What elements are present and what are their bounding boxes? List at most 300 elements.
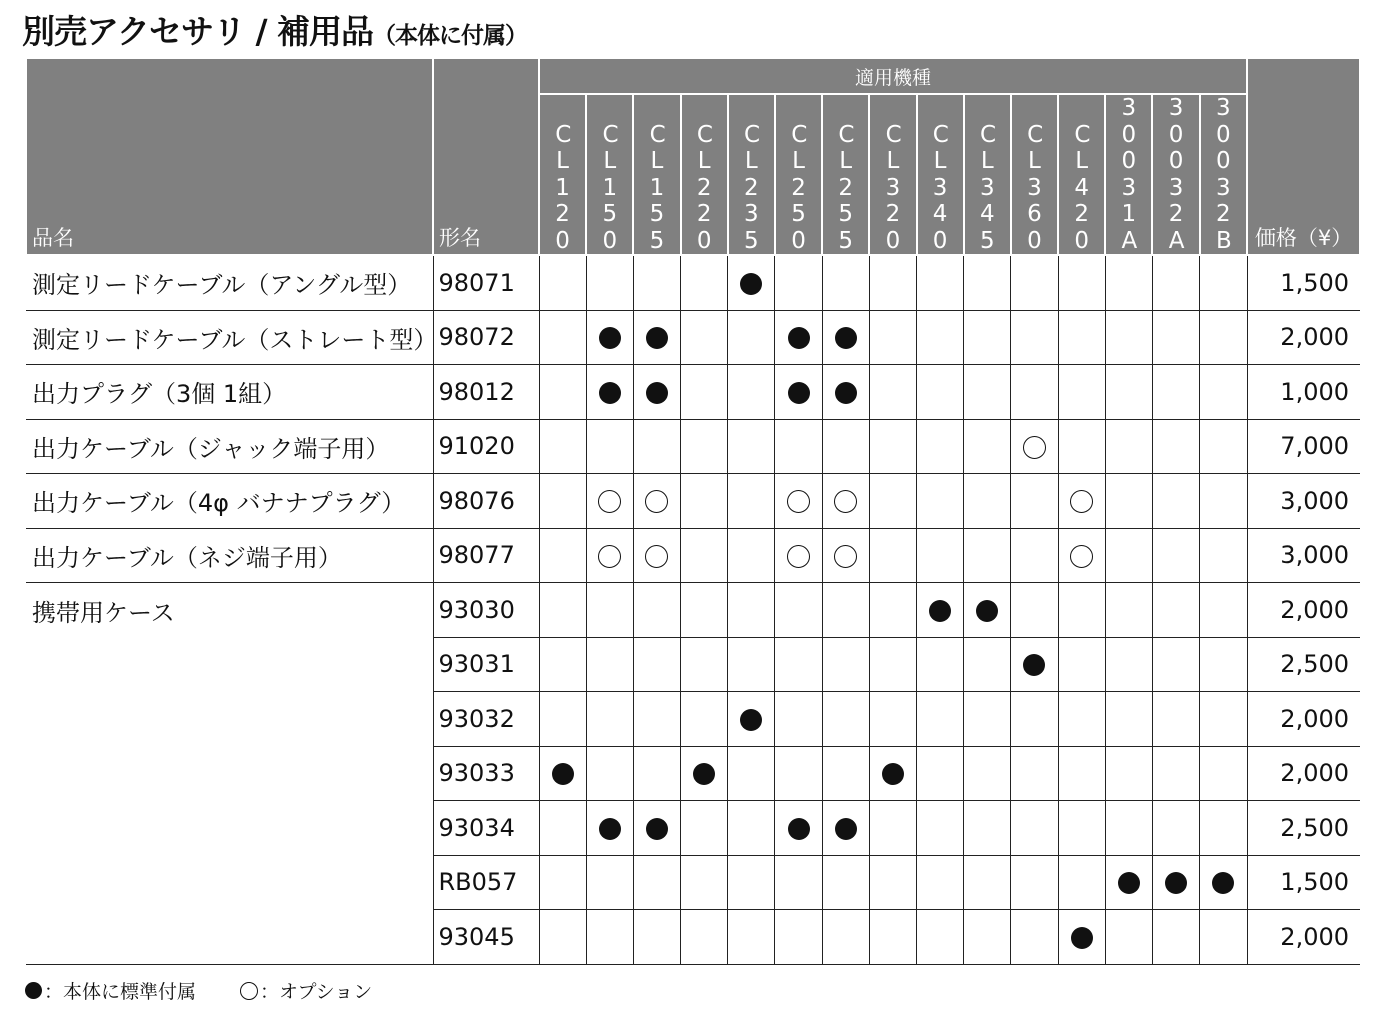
header-model-cl235	[728, 94, 775, 255]
filled-circle-icon	[1023, 654, 1045, 676]
compat-cell	[681, 255, 728, 310]
compat-cell	[728, 365, 775, 420]
filled-circle-icon	[788, 327, 810, 349]
compat-cell	[869, 419, 916, 474]
compat-cell	[1200, 855, 1247, 910]
model-label: CL150	[602, 121, 619, 254]
compat-cell	[728, 528, 775, 583]
compat-cell	[869, 365, 916, 420]
compat-cell	[822, 365, 869, 420]
compat-cell	[869, 910, 916, 965]
header-model-cl320	[869, 94, 916, 255]
filled-circle-icon	[599, 382, 621, 404]
compat-cell	[539, 528, 586, 583]
compat-cell	[775, 255, 822, 310]
compat-cell	[822, 419, 869, 474]
compat-cell	[586, 801, 633, 856]
filled-circle-icon	[929, 600, 951, 622]
filled-circle-icon	[599, 327, 621, 349]
compat-cell	[964, 855, 1011, 910]
item-name: 出力ケーブル（ネジ端子用）	[26, 528, 433, 583]
compat-cell	[1105, 419, 1152, 474]
compat-cell	[1200, 310, 1247, 365]
item-name: 測定リードケーブル（アングル型）	[26, 255, 433, 310]
compat-cell	[775, 419, 822, 474]
item-name: 携帯用ケース	[26, 583, 433, 965]
header-model-code: 形名	[433, 58, 539, 255]
filled-circle-icon	[976, 600, 998, 622]
compat-cell	[1200, 910, 1247, 965]
compat-cell	[539, 692, 586, 747]
model-code: 93030	[433, 583, 539, 638]
compat-cell	[586, 528, 633, 583]
compat-cell	[1200, 637, 1247, 692]
compat-cell	[1152, 474, 1199, 529]
price: 2,000	[1247, 910, 1360, 965]
compat-cell	[633, 746, 680, 801]
filled-circle-icon	[599, 818, 621, 840]
header-item-name: 品名	[26, 58, 433, 255]
compat-cell	[1058, 746, 1105, 801]
accessory-table	[25, 57, 1361, 965]
compat-cell	[775, 528, 822, 583]
model-label: CL255	[838, 121, 855, 254]
open-circle-icon	[834, 490, 857, 513]
filled-circle-icon	[1118, 872, 1140, 894]
title-sub: （本体に付属）	[373, 23, 528, 49]
model-code: RB057	[433, 855, 539, 910]
compat-cell	[633, 801, 680, 856]
price: 2,000	[1247, 746, 1360, 801]
compat-cell	[1105, 528, 1152, 583]
compat-cell	[633, 583, 680, 638]
model-code: 91020	[433, 419, 539, 474]
compat-cell	[1105, 310, 1152, 365]
filled-circle-icon	[646, 818, 668, 840]
open-circle-icon	[834, 545, 857, 568]
compat-cell	[775, 310, 822, 365]
compat-cell	[1152, 855, 1199, 910]
compat-cell	[822, 637, 869, 692]
compat-cell	[681, 528, 728, 583]
header-model-cl150	[586, 94, 633, 255]
compat-cell	[964, 637, 1011, 692]
header-model-cl360	[1011, 94, 1058, 255]
compat-cell	[869, 637, 916, 692]
table-row	[26, 255, 1360, 310]
compat-cell	[1105, 746, 1152, 801]
header-model-cl220	[681, 94, 728, 255]
compat-cell	[539, 255, 586, 310]
compat-cell	[917, 746, 964, 801]
compat-cell	[775, 855, 822, 910]
compat-cell	[633, 855, 680, 910]
filled-circle-icon	[1071, 927, 1093, 949]
compat-cell	[586, 855, 633, 910]
compat-cell	[1152, 255, 1199, 310]
compat-cell	[1152, 528, 1199, 583]
price: 3,000	[1247, 474, 1360, 529]
compat-cell	[1058, 910, 1105, 965]
compat-cell	[917, 637, 964, 692]
compat-cell	[539, 583, 586, 638]
compat-cell	[1011, 255, 1058, 310]
compat-cell	[1200, 692, 1247, 747]
open-circle-icon	[240, 982, 258, 1000]
compat-cell	[586, 746, 633, 801]
open-circle-icon	[1023, 436, 1046, 459]
compat-cell	[822, 583, 869, 638]
compat-cell	[822, 855, 869, 910]
compat-cell	[1058, 583, 1105, 638]
compat-cell	[1152, 692, 1199, 747]
compat-cell	[917, 855, 964, 910]
header-model-cl120	[539, 94, 586, 255]
header-model-cl255	[822, 94, 869, 255]
compat-cell	[586, 310, 633, 365]
filled-circle-icon	[646, 382, 668, 404]
compat-cell	[539, 419, 586, 474]
filled-circle-icon	[882, 763, 904, 785]
compat-cell	[1011, 528, 1058, 583]
compat-cell	[917, 528, 964, 583]
model-code: 93034	[433, 801, 539, 856]
price: 1,500	[1247, 255, 1360, 310]
compat-cell	[681, 637, 728, 692]
compat-cell	[1011, 310, 1058, 365]
compat-cell	[586, 637, 633, 692]
compat-cell	[1058, 855, 1105, 910]
compat-cell	[681, 910, 728, 965]
price: 1,500	[1247, 855, 1360, 910]
compat-cell	[681, 692, 728, 747]
compat-cell	[1105, 855, 1152, 910]
filled-circle-icon	[788, 382, 810, 404]
price: 2,000	[1247, 583, 1360, 638]
price: 1,000	[1247, 365, 1360, 420]
compat-cell	[633, 474, 680, 529]
filled-circle-icon	[552, 763, 574, 785]
item-name: 出力ケーブル（4φ バナナプラグ）	[26, 474, 433, 529]
compat-cell	[1200, 583, 1247, 638]
compat-cell	[539, 746, 586, 801]
compat-cell	[1152, 310, 1199, 365]
compat-cell	[1105, 910, 1152, 965]
table-row	[26, 310, 1360, 365]
compat-cell	[1058, 310, 1105, 365]
compat-cell	[1105, 637, 1152, 692]
compat-cell	[964, 583, 1011, 638]
header-model-30032a	[1152, 94, 1199, 255]
model-code: 98077	[433, 528, 539, 583]
model-code: 98071	[433, 255, 539, 310]
header-model-cl250	[775, 94, 822, 255]
compat-cell	[822, 746, 869, 801]
compat-cell	[728, 474, 775, 529]
compat-cell	[1058, 801, 1105, 856]
compat-cell	[1011, 910, 1058, 965]
compat-cell	[775, 801, 822, 856]
compat-cell	[964, 910, 1011, 965]
compat-cell	[917, 583, 964, 638]
compat-cell	[1200, 255, 1247, 310]
open-circle-icon	[598, 545, 621, 568]
compat-cell	[822, 910, 869, 965]
compat-cell	[728, 310, 775, 365]
compat-cell	[917, 365, 964, 420]
compat-cell	[917, 910, 964, 965]
compat-cell	[917, 692, 964, 747]
compat-cell	[633, 255, 680, 310]
model-code: 93032	[433, 692, 539, 747]
compat-cell	[539, 637, 586, 692]
price: 2,500	[1247, 637, 1360, 692]
compat-cell	[964, 801, 1011, 856]
compat-cell	[1152, 746, 1199, 801]
compat-cell	[869, 255, 916, 310]
model-label: 30032A	[1168, 95, 1185, 254]
compat-cell	[964, 692, 1011, 747]
compat-cell	[822, 474, 869, 529]
filled-circle-icon	[835, 382, 857, 404]
price: 2,500	[1247, 801, 1360, 856]
compat-cell	[869, 583, 916, 638]
open-circle-icon	[598, 490, 621, 513]
compat-cell	[586, 583, 633, 638]
compat-cell	[539, 801, 586, 856]
model-label: CL120	[555, 121, 572, 254]
compat-cell	[964, 419, 1011, 474]
compat-cell	[822, 801, 869, 856]
compat-cell	[1058, 474, 1105, 529]
compat-cell	[1152, 419, 1199, 474]
table-row	[26, 365, 1360, 420]
compat-cell	[681, 746, 728, 801]
header-price: 価格（¥）	[1247, 58, 1360, 255]
compat-cell	[869, 801, 916, 856]
compat-cell	[681, 419, 728, 474]
model-label: 30032B	[1216, 95, 1232, 254]
price: 2,000	[1247, 692, 1360, 747]
compat-cell	[728, 637, 775, 692]
compat-cell	[1105, 255, 1152, 310]
compat-cell	[869, 855, 916, 910]
table-row	[26, 528, 1360, 583]
compat-cell	[633, 637, 680, 692]
price: 7,000	[1247, 419, 1360, 474]
compat-cell	[964, 746, 1011, 801]
model-code: 93033	[433, 746, 539, 801]
compat-cell	[1011, 692, 1058, 747]
compat-cell	[869, 692, 916, 747]
compat-cell	[633, 528, 680, 583]
compat-cell	[869, 746, 916, 801]
compat-cell	[586, 692, 633, 747]
model-label: CL360	[1027, 121, 1044, 254]
compat-cell	[633, 692, 680, 747]
compat-cell	[586, 255, 633, 310]
model-label: CL220	[696, 121, 713, 254]
filled-circle-icon	[788, 818, 810, 840]
compat-cell	[539, 474, 586, 529]
compat-cell	[822, 692, 869, 747]
header-model-cl340	[917, 94, 964, 255]
compat-cell	[539, 310, 586, 365]
compat-cell	[681, 474, 728, 529]
compat-cell	[964, 255, 1011, 310]
model-code: 98076	[433, 474, 539, 529]
compat-cell	[1058, 528, 1105, 583]
compat-cell	[728, 746, 775, 801]
compat-cell	[1152, 365, 1199, 420]
compat-cell	[1058, 419, 1105, 474]
compat-cell	[539, 855, 586, 910]
compat-cell	[1105, 474, 1152, 529]
compat-cell	[681, 365, 728, 420]
compat-cell	[1105, 692, 1152, 747]
item-name: 出力プラグ（3個 1組）	[26, 365, 433, 420]
compat-cell	[822, 310, 869, 365]
compat-cell	[1011, 365, 1058, 420]
compat-cell	[633, 419, 680, 474]
price: 3,000	[1247, 528, 1360, 583]
compat-cell	[775, 365, 822, 420]
header-applicable-models: 適用機種	[539, 58, 1247, 94]
compat-cell	[728, 855, 775, 910]
compat-cell	[1011, 855, 1058, 910]
model-label: 30031A	[1121, 95, 1138, 254]
compat-cell	[539, 910, 586, 965]
header-model-30031a	[1105, 94, 1152, 255]
compat-cell	[1200, 474, 1247, 529]
compat-cell	[633, 910, 680, 965]
filled-circle-icon	[1212, 872, 1234, 894]
table-row	[26, 419, 1360, 474]
price: 2,000	[1247, 310, 1360, 365]
model-label: CL420	[1074, 121, 1091, 254]
compat-cell	[917, 419, 964, 474]
compat-cell	[775, 692, 822, 747]
model-label: CL340	[932, 121, 949, 254]
compat-cell	[1152, 583, 1199, 638]
compat-cell	[775, 746, 822, 801]
compat-cell	[633, 365, 680, 420]
compat-cell	[917, 474, 964, 529]
compat-cell	[1058, 365, 1105, 420]
compat-cell	[822, 255, 869, 310]
compat-cell	[1058, 692, 1105, 747]
compat-cell	[1058, 255, 1105, 310]
compat-cell	[869, 528, 916, 583]
compat-cell	[964, 365, 1011, 420]
model-label: CL345	[979, 121, 997, 254]
compat-cell	[964, 528, 1011, 583]
filled-circle-icon	[646, 327, 668, 349]
compat-cell	[775, 637, 822, 692]
compat-cell	[964, 474, 1011, 529]
legend-standard: ：本体に標準付属	[44, 981, 197, 1003]
model-label: CL320	[885, 121, 902, 254]
compat-cell	[1058, 637, 1105, 692]
filled-circle-icon	[740, 273, 762, 295]
compat-cell	[1011, 474, 1058, 529]
compat-cell	[681, 801, 728, 856]
compat-cell	[1200, 528, 1247, 583]
compat-cell	[1011, 801, 1058, 856]
table-row	[26, 474, 1360, 529]
title-main: 別売アクセサリ / 補用品	[22, 12, 374, 51]
compat-cell	[775, 910, 822, 965]
compat-cell	[1200, 746, 1247, 801]
compat-cell	[775, 583, 822, 638]
filled-circle-icon	[835, 818, 857, 840]
page-title	[22, 6, 527, 53]
filled-circle-icon	[1165, 872, 1187, 894]
filled-circle-icon	[693, 763, 715, 785]
header-model-cl155	[633, 94, 680, 255]
table-row	[26, 583, 1360, 638]
open-circle-icon	[1070, 490, 1093, 513]
model-label: CL235	[744, 121, 761, 254]
compat-cell	[964, 310, 1011, 365]
model-code: 98072	[433, 310, 539, 365]
compat-cell	[539, 365, 586, 420]
filled-circle-icon	[25, 982, 42, 999]
compat-cell	[728, 255, 775, 310]
compat-cell	[1011, 637, 1058, 692]
compat-cell	[1011, 583, 1058, 638]
compat-cell	[869, 474, 916, 529]
compat-cell	[1105, 801, 1152, 856]
open-circle-icon	[645, 490, 668, 513]
filled-circle-icon	[835, 327, 857, 349]
compat-cell	[728, 801, 775, 856]
compat-cell	[917, 310, 964, 365]
open-circle-icon	[787, 545, 810, 568]
open-circle-icon	[787, 490, 810, 513]
compat-cell	[1200, 365, 1247, 420]
compat-cell	[1152, 910, 1199, 965]
compat-cell	[633, 310, 680, 365]
compat-cell	[822, 528, 869, 583]
compat-cell	[1011, 746, 1058, 801]
model-code: 98012	[433, 365, 539, 420]
model-label: CL155	[649, 121, 666, 254]
compat-cell	[1105, 365, 1152, 420]
header-model-cl420	[1058, 94, 1105, 255]
compat-cell	[586, 474, 633, 529]
model-label: CL250	[791, 121, 808, 254]
legend-option: ：オプション	[260, 981, 373, 1003]
header-model-cl345	[964, 94, 1011, 255]
item-name: 出力ケーブル（ジャック端子用）	[26, 419, 433, 474]
legend	[25, 977, 372, 1004]
compat-cell	[869, 310, 916, 365]
header-model-30032b	[1200, 94, 1247, 255]
filled-circle-icon	[740, 709, 762, 731]
compat-cell	[728, 692, 775, 747]
compat-cell	[1105, 583, 1152, 638]
compat-cell	[681, 310, 728, 365]
compat-cell	[586, 910, 633, 965]
open-circle-icon	[645, 545, 668, 568]
compat-cell	[728, 419, 775, 474]
compat-cell	[917, 801, 964, 856]
open-circle-icon	[1070, 545, 1093, 568]
compat-cell	[1200, 419, 1247, 474]
item-name: 測定リードケーブル（ストレート型）	[26, 310, 433, 365]
model-code: 93031	[433, 637, 539, 692]
